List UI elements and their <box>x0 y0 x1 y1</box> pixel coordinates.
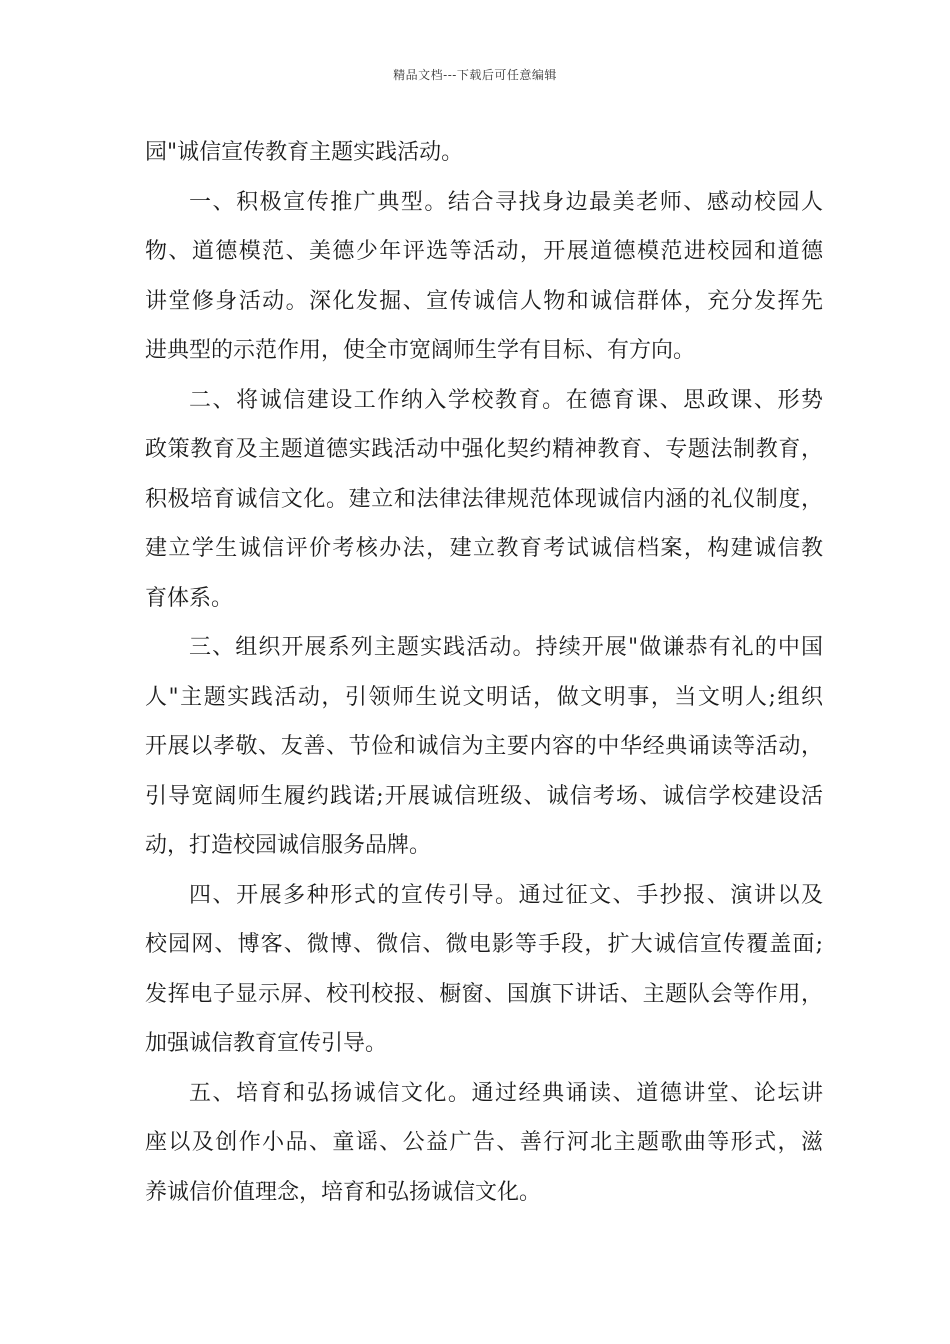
paragraph-line: 进典型的示范作用，使全市宽阔师生学有目标、有方向。 <box>145 338 696 363</box>
paragraph-line: 动，打造校园诚信服务品牌。 <box>145 833 432 858</box>
paragraph-line: 加强诚信教育宣传引导。 <box>145 1031 388 1056</box>
paragraph-line: 四、开展多种形式的宣传引导。通过征文、手抄报、演讲以及 <box>189 882 823 908</box>
paragraph-line: 三、组织开展系列主题实践活动。持续开展"做谦恭有礼的中国 <box>189 635 823 660</box>
document-body <box>145 128 823 1217</box>
paragraph-line: 建立学生诚信评价考核办法，建立教育考试诚信档案，构建诚信教 <box>145 536 823 561</box>
paragraph-line: 五、培育和弘扬诚信文化。通过经典诵读、道德讲堂、论坛讲 <box>189 1080 823 1106</box>
paragraph-line: 育体系。 <box>145 585 234 611</box>
paragraph-line: 养诚信价值理念，培育和弘扬诚信文化。 <box>145 1179 542 1205</box>
paragraph-line: 积极培育诚信文化。建立和法律法律规范体现诚信内涵的礼仪制度， <box>145 486 823 512</box>
page-header: 精品文档---下载后可任意编辑 <box>393 68 557 82</box>
paragraph-line: 人"主题实践活动，引领师生说文明话，做文明事，当文明人;组织 <box>145 684 823 710</box>
paragraph-line: 开展以孝敬、友善、节俭和诚信为主要内容的中华经典诵读等活动， <box>145 734 823 759</box>
paragraph-line: 讲堂修身活动。深化发掘、宣传诚信人物和诚信群体，充分发挥先 <box>145 288 823 314</box>
paragraph-line: 物、道德模范、美德少年评选等活动，开展道德模范进校园和道德 <box>145 239 823 264</box>
paragraph-line: 校园网、博客、微博、微信、微电影等手段，扩大诚信宣传覆盖面; <box>145 932 823 957</box>
paragraph-line: 座以及创作小品、童谣、公益广告、善行河北主题歌曲等形式，滋 <box>145 1130 823 1155</box>
paragraph-line: 政策教育及主题道德实践活动中强化契约精神教育、专题法制教育， <box>145 437 823 462</box>
paragraph-line: 一、积极宣传推广典型。结合寻找身边最美老师、感动校园人 <box>189 189 823 215</box>
paragraph-line: 引导宽阔师生履约践诺;开展诚信班级、诚信考场、诚信学校建设活 <box>145 783 823 809</box>
paragraph-line: 园"诚信宣传教育主题实践活动。 <box>145 140 464 165</box>
paragraph-line: 二、将诚信建设工作纳入学校教育。在德育课、思政课、形势 <box>189 387 823 413</box>
paragraph-line: 发挥电子显示屏、校刊校报、橱窗、国旗下讲话、主题队会等作用， <box>145 981 823 1007</box>
